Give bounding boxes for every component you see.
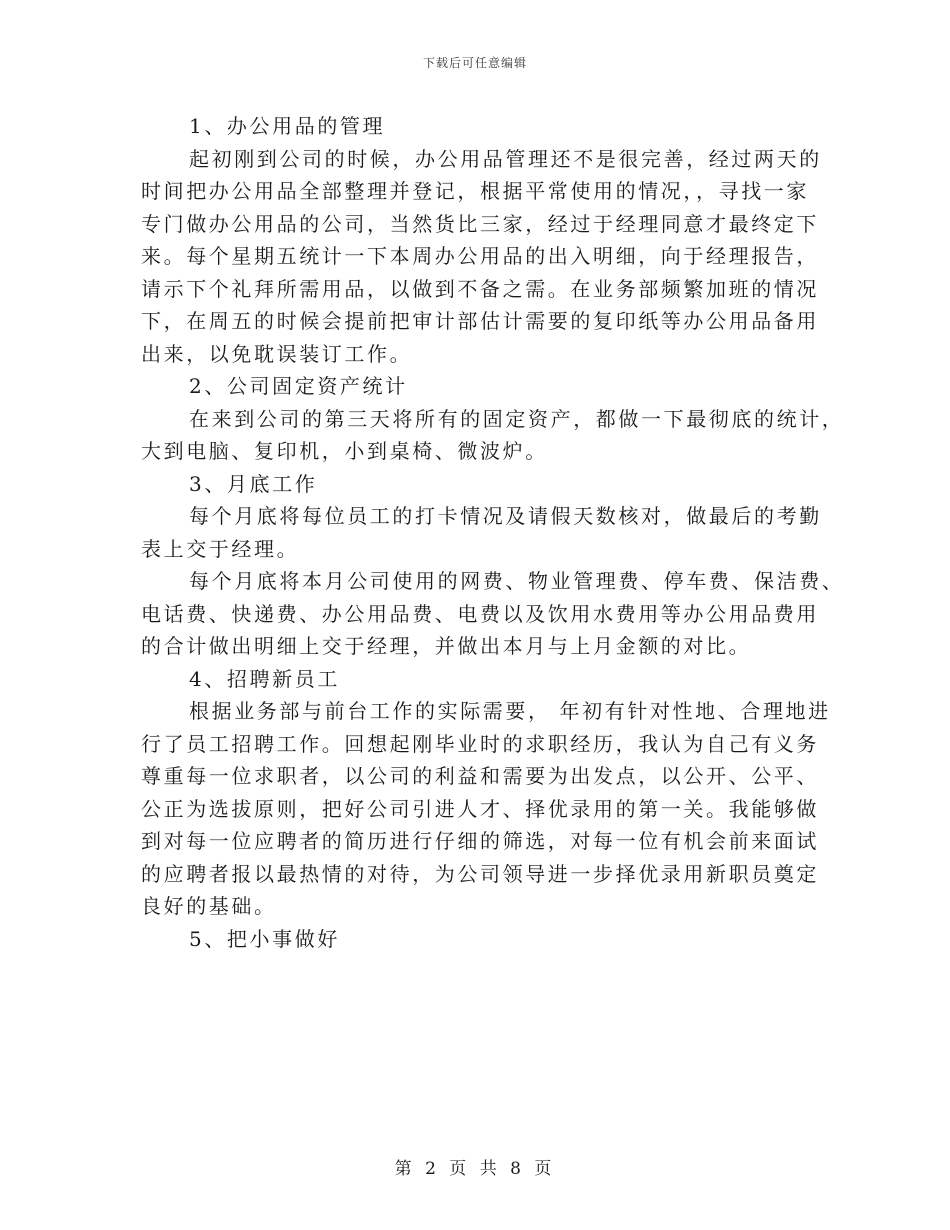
section-heading-office-supplies: 1、办公用品的管理 — [189, 114, 386, 138]
paragraph-line: 大到电脑、复印机，小到桌椅、微波炉。 — [141, 439, 548, 463]
paragraph-line: 电话费、快递费、办公用品费、电费以及饮用水费用等办公用品费用 — [141, 601, 819, 626]
paragraph-line: 每个月底将本月公司使用的网费、物业管理费、停车费、保洁费、 — [189, 569, 845, 593]
paragraph-line: 尊重每一位求职者，以公司的利益和需要为出发点，以公开、公平、 — [141, 764, 819, 788]
paragraph-line: 出来，以免耽误装订工作。 — [141, 341, 413, 366]
section-heading-small-things: 5、把小事做好 — [189, 926, 340, 951]
section-heading-month-end: 3、月底工作 — [189, 471, 318, 496]
paragraph-line: 表上交于经理。 — [141, 536, 300, 561]
paragraph-line: 的应聘者报以最热情的对待，为公司领导进一步择优录用新职员奠定 — [141, 861, 819, 886]
paragraph-line: 每个月底将每位员工的打卡情况及请假天数核对，做最后的考勤 — [189, 504, 822, 528]
paragraph-line: 请示下个礼拜所需用品，以做到不备之需。在业务部频繁加班的情况 — [141, 276, 819, 301]
paragraph-line: 来。每个星期五统计一下本周办公用品的出入明细，向于经理报告， — [141, 244, 819, 268]
paragraph-line: 公正为选拔原则，把好公司引进人才、择优录用的第一关。我能够做 — [141, 796, 819, 821]
paragraph-line: 专门做办公用品的公司，当然货比三家，经过于经理同意才最终定下 — [141, 211, 819, 236]
header-note: 下载后可任意编辑 — [422, 56, 527, 70]
paragraph-line: 时间把办公用品全部整理并登记，根据平常使用的情况，，寻找一家 — [141, 179, 809, 203]
paragraph-line: 起初刚到公司的时候，办公用品管理还不是很完善，经过两天的 — [189, 146, 822, 171]
paragraph-line: 行了员工招聘工作。回想起刚毕业时的求职经历，我认为自己有义务 — [141, 731, 819, 756]
document-body — [141, 110, 845, 955]
paragraph-line: 的合计做出明细上交于经理，并做出本月与上月金额的对比。 — [141, 634, 752, 658]
paragraph-line: 到对每一位应聘者的简历进行仔细的筛选，对每一位有机会前来面试 — [141, 829, 819, 853]
section-heading-fixed-assets: 2、公司固定资产统计 — [189, 374, 408, 398]
paragraph-line: 根据业务部与前台工作的实际需要， 年初有针对性地、合理地进 — [189, 699, 831, 723]
paragraph-line: 下，在周五的时候会提前把审计部估计需要的复印纸等办公用品备用 — [141, 309, 819, 333]
paragraph-line: 在来到公司的第三天将所有的固定资产，都做一下最彻底的统计， — [189, 406, 845, 431]
section-heading-recruitment: 4、招聘新员工 — [189, 666, 340, 691]
page-number-footer: 第 2 页 共 8 页 — [394, 1159, 556, 1179]
paragraph-line: 良好的基础。 — [141, 894, 277, 918]
